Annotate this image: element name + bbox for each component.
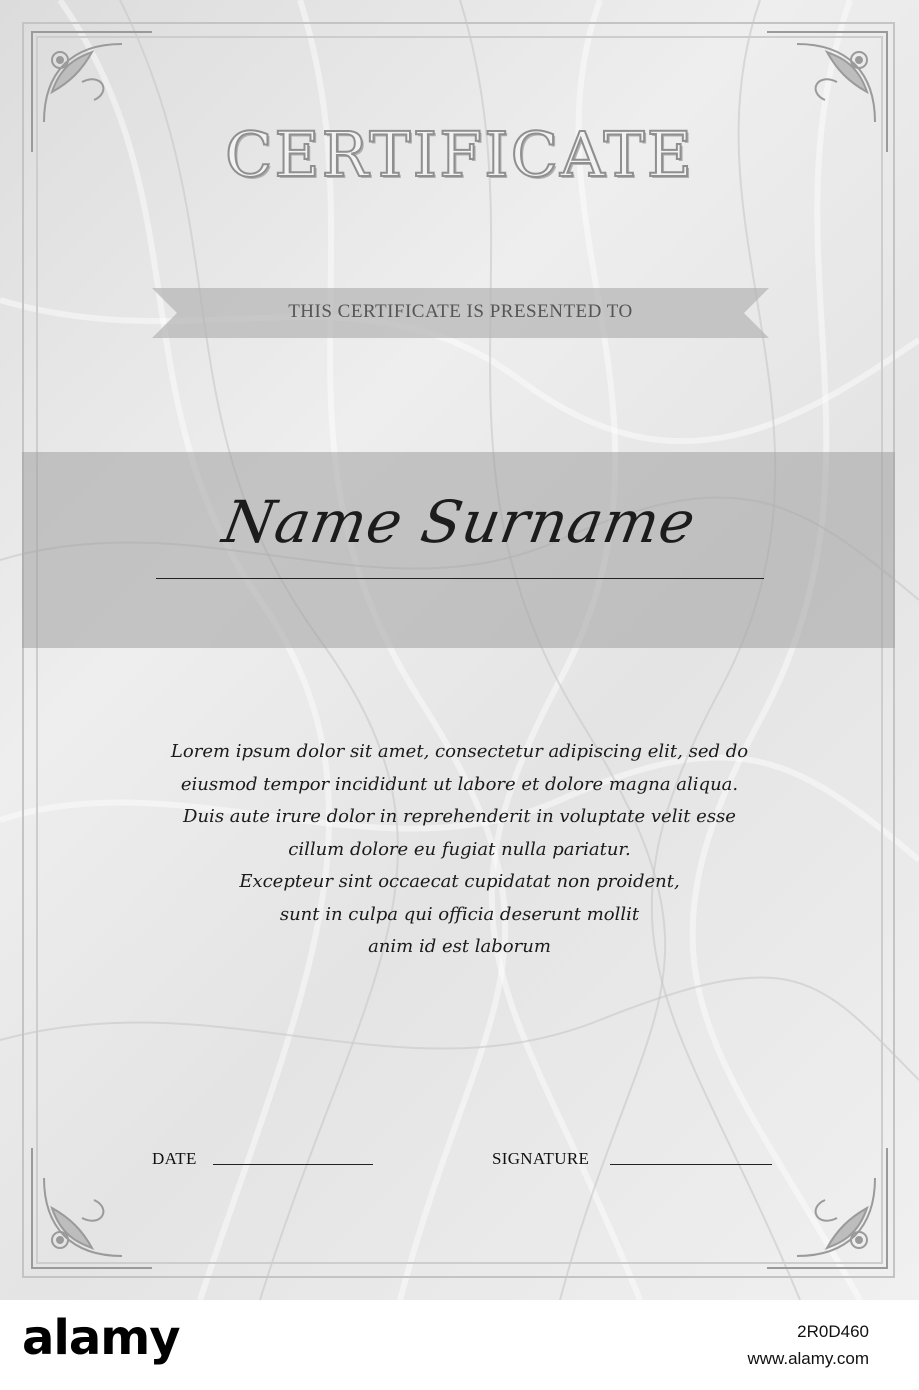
certificate-body — [120, 736, 799, 964]
body-line: eiusmod tempor incididunt ut labore et dolore magna aliqua. — [180, 773, 739, 795]
presented-to-text: THIS CERTIFICATE IS PRESENTED TO — [288, 301, 633, 322]
body-line: Excepteur sint occaecat cupidatat non proident, — [239, 871, 680, 892]
body-line: cillum dolore eu fugiat nulla pariatur. — [288, 838, 631, 860]
body-line: anim id est laborum — [368, 936, 551, 957]
signature-line — [610, 1164, 772, 1165]
inner-frame — [36, 36, 883, 1264]
watermark-url: www.alamy.com — [747, 1349, 869, 1368]
name-underline — [156, 578, 764, 579]
body-line: Duis aute irure dolor in reprehenderit in voluptate velit esse — [183, 806, 736, 827]
certificate-title: CERTIFICATE — [224, 118, 695, 191]
ornament-corner-icon — [757, 1138, 897, 1278]
recipient-name: Name Surname — [217, 488, 702, 556]
presented-to-ribbon — [152, 288, 769, 338]
body-line: Lorem ipsum dolor sit amet, consectetur adipiscing elit, sed do — [170, 741, 749, 762]
date-label: DATE — [152, 1149, 197, 1168]
watermark-logo: alamy — [22, 1310, 180, 1366]
watermark-image-id: 2R0D460 — [797, 1322, 869, 1341]
signature-label: SIGNATURE — [492, 1149, 590, 1168]
body-line: sunt in culpa qui officia deserunt mollit — [279, 903, 640, 925]
ornament-corner-icon — [22, 1138, 162, 1278]
date-line — [213, 1164, 373, 1165]
